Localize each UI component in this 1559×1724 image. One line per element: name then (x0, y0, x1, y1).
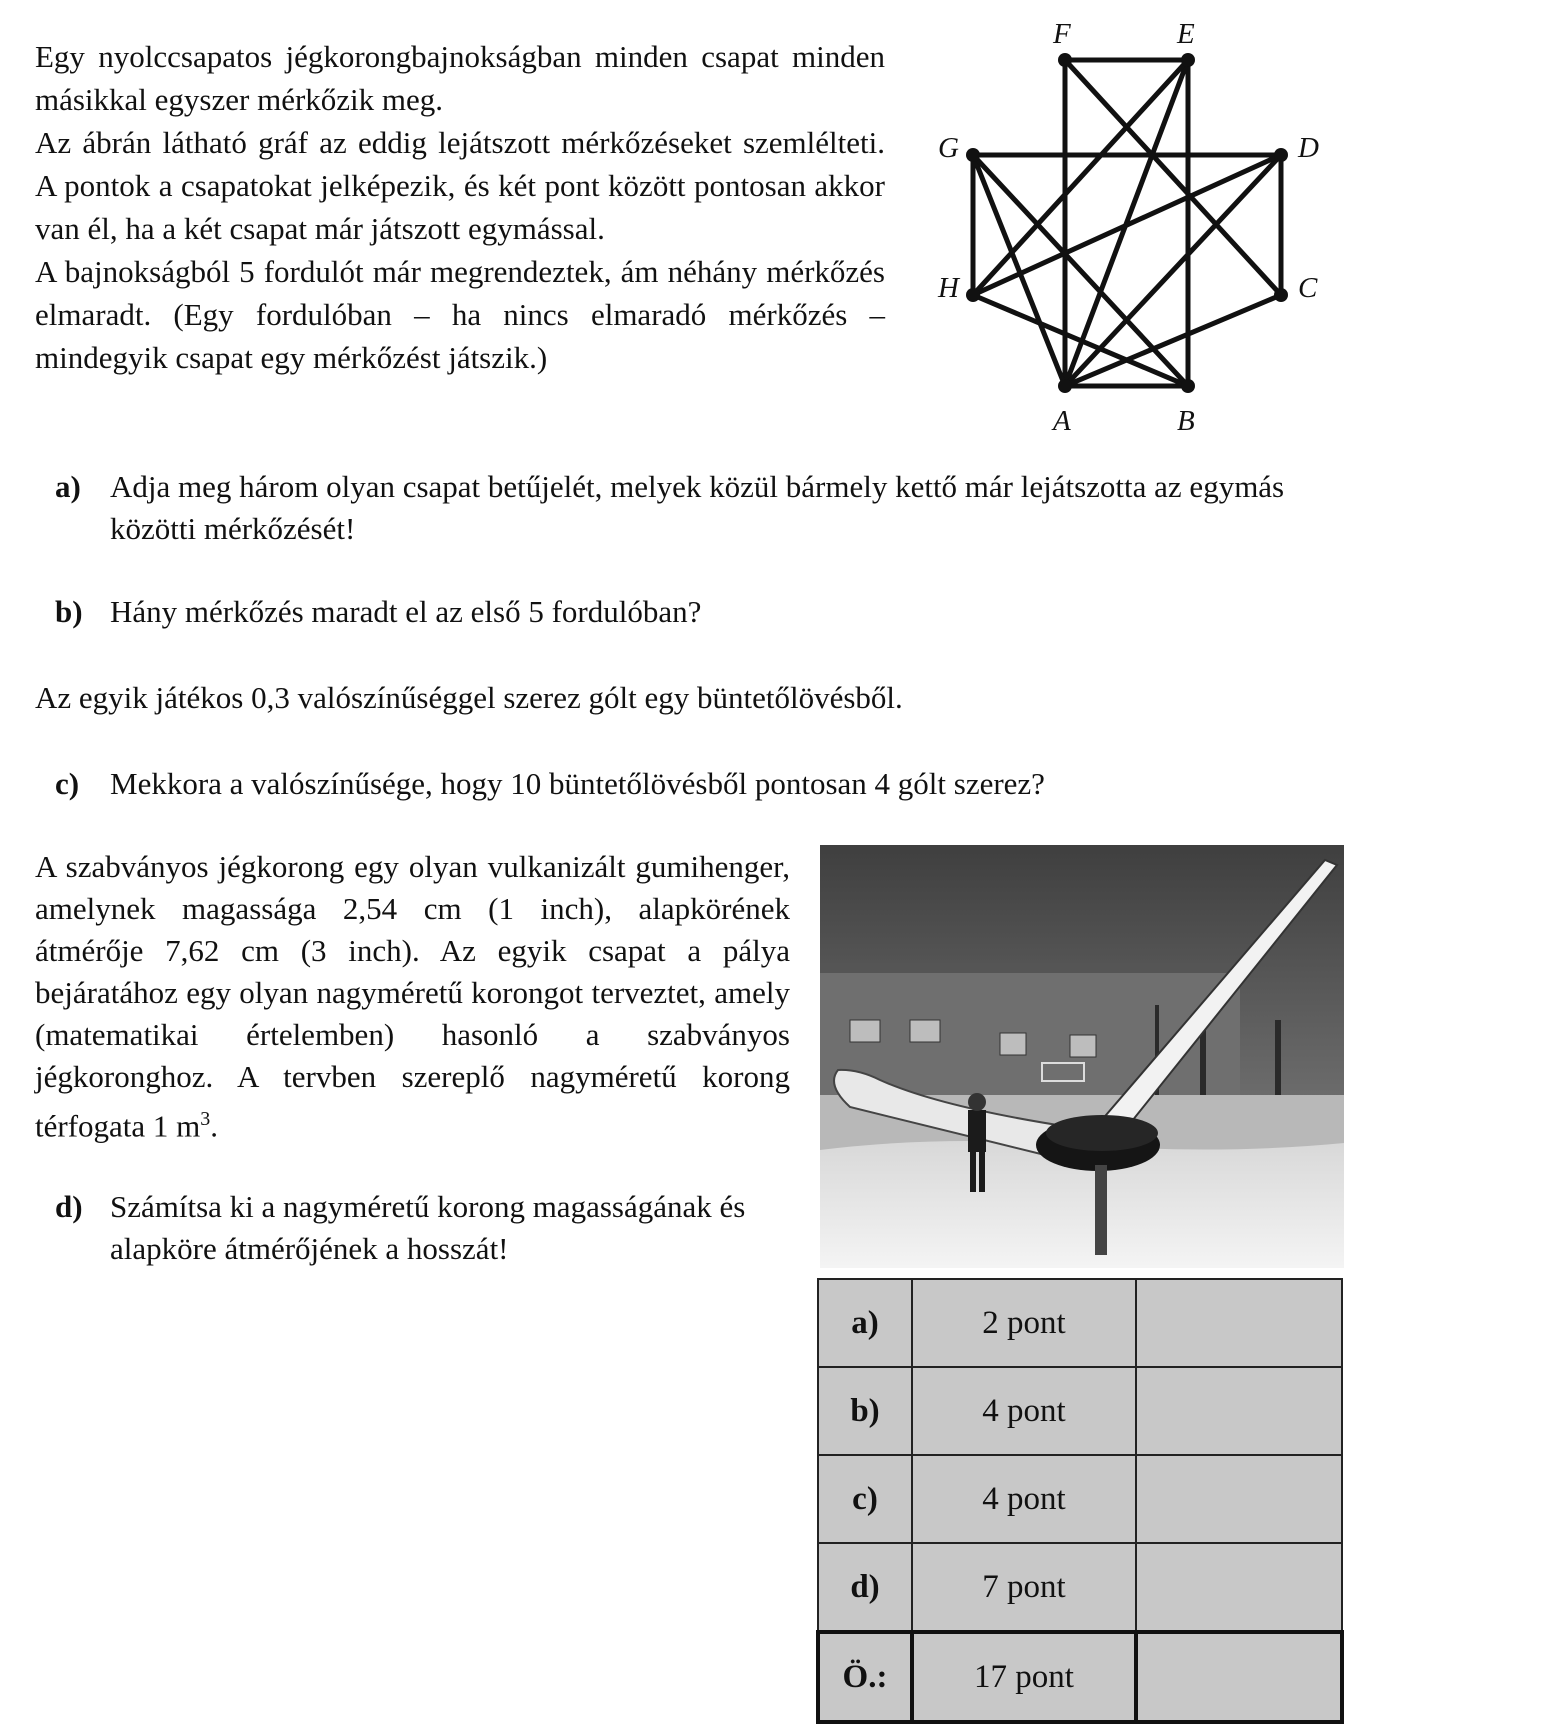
intro-text (35, 35, 885, 379)
graph-vertex-label-C: C (1298, 272, 1318, 304)
score-label: Ö.: (818, 1632, 912, 1722)
score-earned[interactable] (1136, 1455, 1342, 1543)
question-b-text: Hány mérkőzés maradt el az első 5 fordulóban? (110, 594, 702, 629)
graph-vertex-label-E: E (1177, 18, 1195, 50)
question-d-text: Számítsa ki a nagyméretű korong magasságának és alapköre átmérőjének a hosszát! (110, 1189, 746, 1266)
intro-paragraph-1: Egy nyolccsapatos jégkorongbajnokságban minden csapat minden másikkal egyszer mérkőzik meg. (35, 39, 885, 117)
score-row (818, 1279, 1342, 1367)
score-row (818, 1543, 1342, 1632)
graph-vertex-F (1058, 53, 1072, 67)
score-label: c) (818, 1455, 912, 1543)
score-row (818, 1632, 1342, 1722)
score-points: 2 pont (912, 1279, 1136, 1367)
graph-vertex-G (966, 148, 980, 162)
question-a-text: Adja meg három olyan csapat betűjelét, melyek közül bármely kettő már lejátszotta az egymás közötti mérkőzését! (110, 469, 1285, 546)
graph-edge-AG (973, 155, 1065, 386)
graph-vertex-C (1274, 288, 1288, 302)
giant-hockey-stick-photo (820, 845, 1344, 1268)
score-row (818, 1367, 1342, 1455)
score-points: 7 pont (912, 1543, 1136, 1632)
graph-vertex-label-A: A (1053, 405, 1071, 437)
score-label: b) (818, 1367, 912, 1455)
question-d-letter: d) (55, 1189, 83, 1224)
score-points: 4 pont (912, 1367, 1136, 1455)
graph-vertex-D (1274, 148, 1288, 162)
score-earned[interactable] (1136, 1632, 1342, 1722)
question-b-letter: b) (55, 594, 83, 629)
puck-text-main: A szabványos jégkorong egy olyan vulkanizált gumihenger, amelynek magassága 2,54 cm (1 inch), alapkörének átmérője 7,62 cm (3 inch). Az egyik csapat a pálya bejáratához egy olyan nagyméretű korongot terveztet, amely (matematikai értelemben) hasonló a szabványos jégkoronghoz. A tervben szereplő nagyméretű korong térfogata 1 m (35, 849, 790, 1144)
question-a-letter: a) (55, 469, 81, 504)
probability-statement: Az egyik játékos 0,3 valószínűséggel szerez gólt egy büntetőlövésből. (35, 680, 903, 715)
score-row (818, 1455, 1342, 1543)
graph-vertex-label-G: G (938, 132, 959, 164)
graph-vertex-label-F: F (1053, 18, 1071, 50)
graph-vertex-E (1181, 53, 1195, 67)
puck-text-exponent: 3 (200, 1108, 211, 1130)
intro-paragraph-3: A bajnokságból 5 fordulót már megrendeztek, ám néhány mérkőzés elmaradt. (Egy fordulóban – ha nincs elmaradó mérkőzés – mindegyik csapat egy mérkőzést játszik.) (35, 254, 885, 375)
graph-vertex-label-B: B (1177, 405, 1195, 437)
score-table (816, 1278, 1344, 1724)
graph-edge-DH (973, 155, 1281, 295)
graph-vertex-B (1181, 379, 1195, 393)
score-points: 17 pont (912, 1632, 1136, 1722)
puck-description (35, 846, 790, 1147)
question-c (55, 763, 1455, 805)
question-b (55, 591, 1355, 633)
graph-edge-EH (973, 60, 1188, 295)
question-d (55, 1186, 795, 1270)
graph-vertex-label-D: D (1298, 132, 1319, 164)
score-label: d) (818, 1543, 912, 1632)
graph-vertex-A (1058, 379, 1072, 393)
graph-edge-AD (1065, 155, 1281, 386)
question-c-text: Mekkora a valószínűsége, hogy 10 büntetőlövésből pontosan 4 gólt szerez? (110, 766, 1045, 801)
score-earned[interactable] (1136, 1279, 1342, 1367)
intro-paragraph-2: Az ábrán látható gráf az eddig lejátszott mérkőzéseket szemlélteti. A pontok a csapatokat jelképezik, és két pont között pontosan akkor van él, ha a két csapat már játszott egymással. (35, 125, 885, 246)
puck-text-end: . (210, 1108, 219, 1144)
question-c-letter: c) (55, 766, 80, 801)
score-earned[interactable] (1136, 1543, 1342, 1632)
score-points: 4 pont (912, 1455, 1136, 1543)
graph-vertex-label-H: H (938, 272, 959, 304)
graph-vertex-H (966, 288, 980, 302)
match-graph (905, 5, 1365, 445)
score-earned[interactable] (1136, 1367, 1342, 1455)
question-a (55, 466, 1355, 550)
score-label: a) (818, 1279, 912, 1367)
